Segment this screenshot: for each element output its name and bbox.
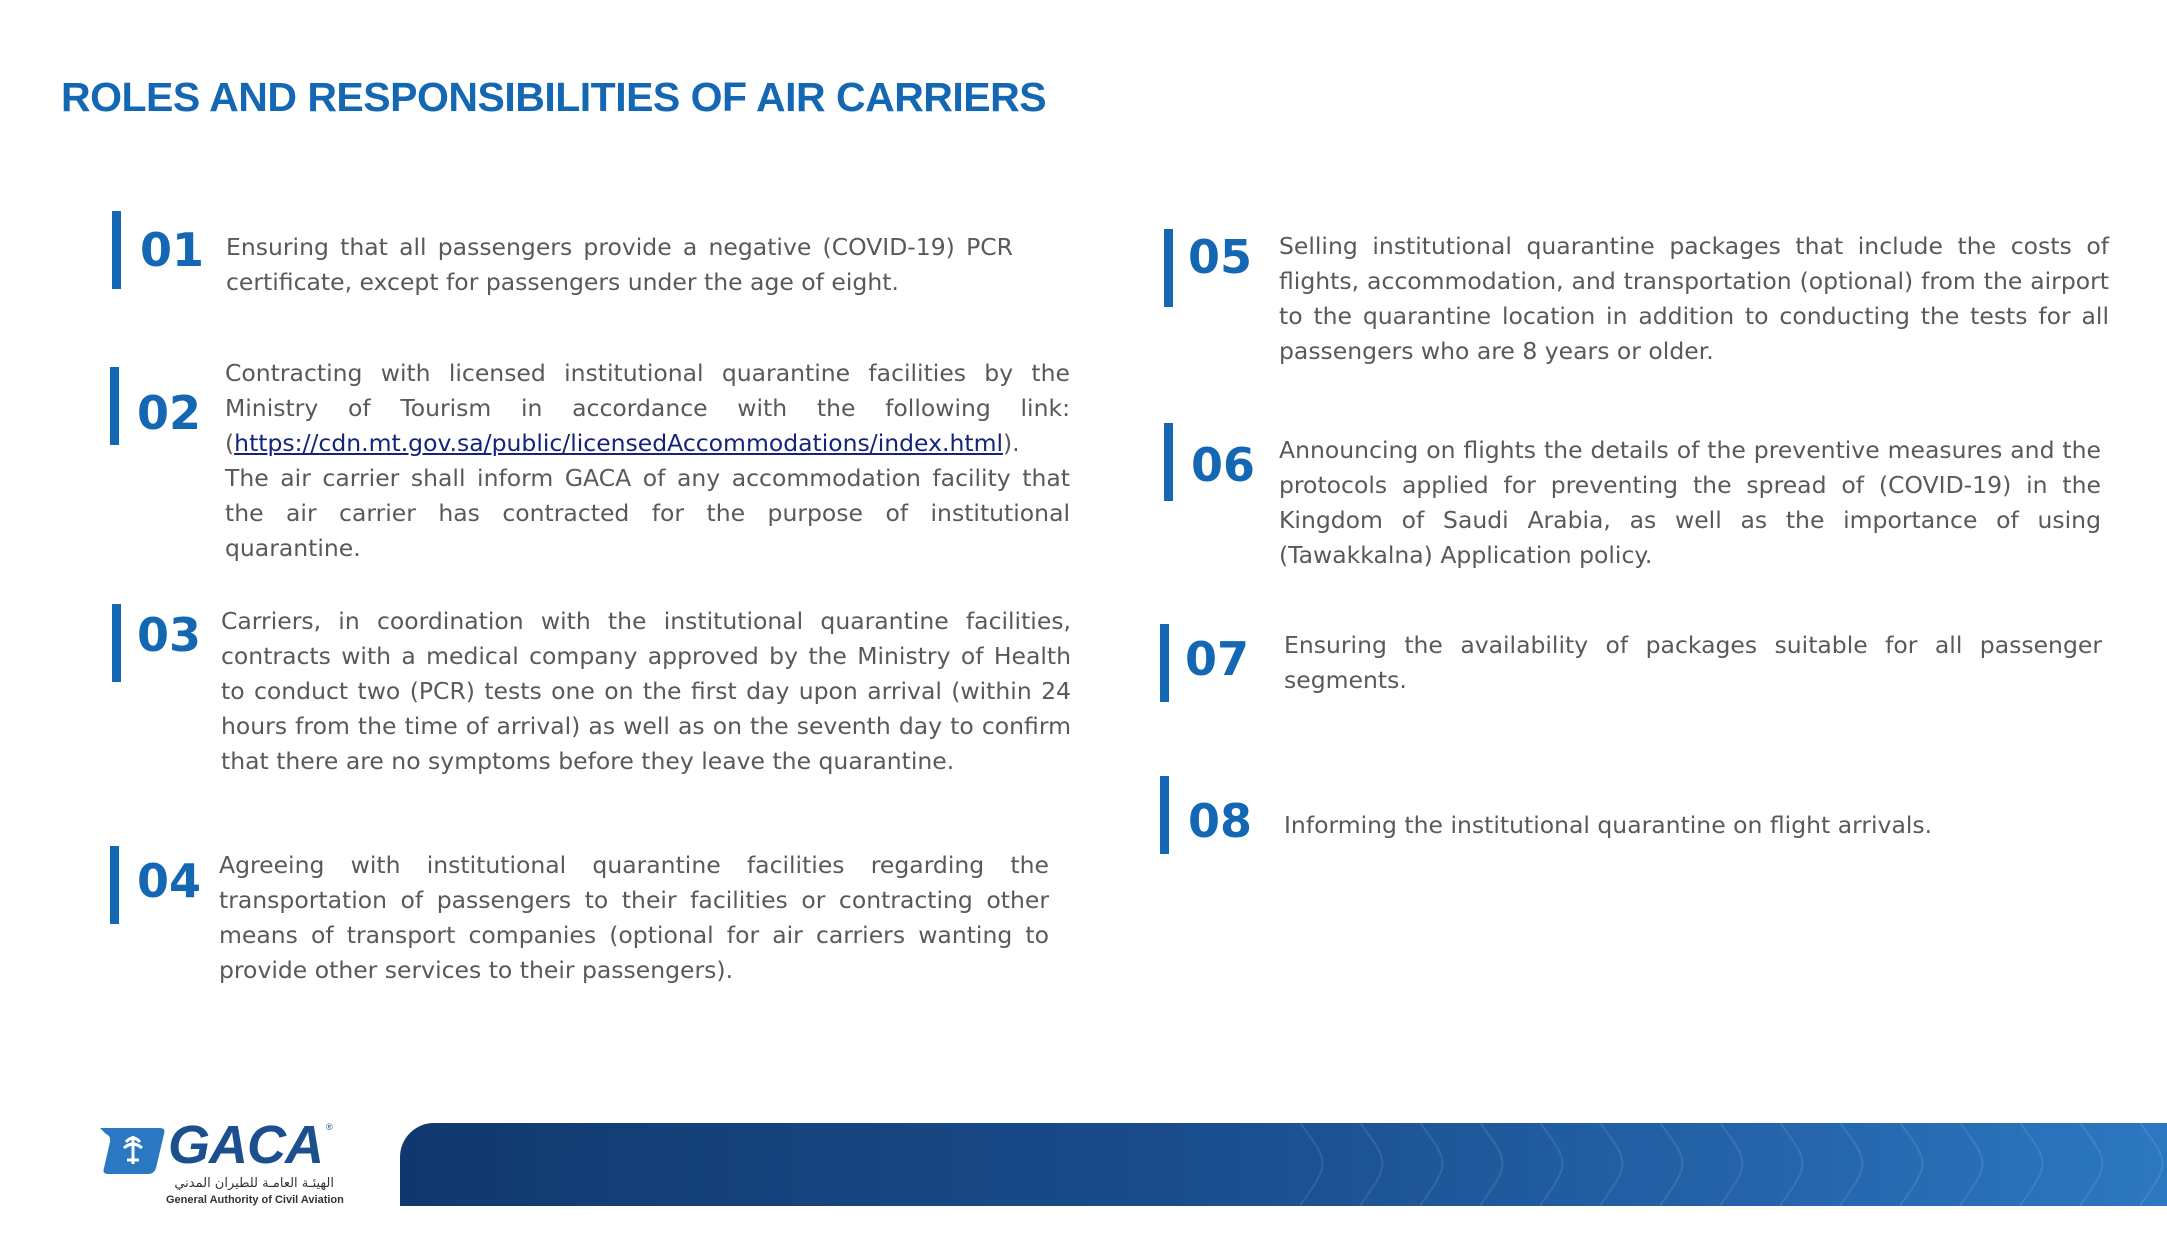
item-accent-bar	[1160, 624, 1169, 702]
item-number: 04	[137, 854, 202, 908]
logo-english-name: General Authority of Civil Aviation	[166, 1194, 344, 1206]
item-number: 07	[1185, 632, 1250, 686]
logo-wordmark: GACA	[168, 1115, 323, 1175]
item-text-before-link: Contracting with licensed institutional quarantine facilities by the Ministry of Tourism in accordance with the following link: (	[225, 359, 1070, 457]
footer-pattern	[400, 1123, 2167, 1206]
licensed-accommodations-link[interactable]: https://cdn.mt.gov.sa/public/licensedAccommodations/index.html	[234, 429, 1003, 457]
item-text: Selling institutional quarantine packages that include the costs of flights, accommodation, and transportation (optional) from the airport to the quarantine location in addition to conducting the tests for all passengers who are 8 years or older.	[1279, 232, 2109, 365]
logo-arabic-name: الهيئـة العامـة للطيران المدني	[174, 1176, 334, 1191]
item-text: Agreeing with institutional quarantine facilities regarding the transportation of passengers to their facilities or contracting other means of transport companies (optional for air carriers wanting to provide other services to their passengers).	[219, 851, 1049, 984]
footer-band	[400, 1123, 2167, 1206]
item-accent-bar	[110, 846, 119, 924]
page-title: ROLES AND RESPONSIBILITIES OF AIR CARRIERS	[61, 74, 1047, 120]
logo-registered-mark: ®	[326, 1122, 333, 1132]
item-accent-bar	[110, 367, 119, 445]
item-text: Informing the institutional quarantine on flight arrivals.	[1284, 811, 1933, 839]
item-accent-bar	[1164, 229, 1173, 307]
item-number: 01	[140, 223, 205, 277]
item-accent-bar	[1160, 776, 1169, 854]
item-accent-bar	[112, 604, 121, 682]
item-text-after-link: ). The air carrier shall inform GACA of any accommodation facility that the air carrier has contracted for the purpose of institutional quarantine.	[225, 429, 1070, 562]
item-text: Carriers, in coordination with the institutional quarantine facilities, contracts with a medical company approved by the Ministry of Health to conduct two (PCR) tests one on the first day upon arrival (within 24 hours from the time of arrival) as well as on the seventh day to confirm that there are no symptoms before they leave the quarantine.	[221, 607, 1071, 775]
item-number: 05	[1188, 230, 1253, 284]
item-text: Ensuring the availability of packages suitable for all passenger segments.	[1284, 631, 2102, 694]
item-text	[225, 356, 1070, 566]
item-accent-bar	[1164, 423, 1173, 501]
item-number: 03	[137, 608, 202, 662]
item-text: Announcing on flights the details of the preventive measures and the protocols applied for preventing the spread of (COVID-19) in the Kingdom of Saudi Arabia, as well as the importance of using (Tawakkalna) Application policy.	[1279, 436, 2101, 569]
item-number: 08	[1188, 794, 1253, 848]
item-number: 02	[137, 386, 202, 440]
item-number: 06	[1191, 438, 1256, 492]
item-accent-bar	[112, 211, 121, 289]
gaca-logo	[98, 1115, 348, 1210]
item-text: Ensuring that all passengers provide a negative (COVID-19) PCR certificate, except for passengers under the age of eight.	[226, 233, 1013, 296]
gaca-emblem-icon	[98, 1124, 168, 1176]
